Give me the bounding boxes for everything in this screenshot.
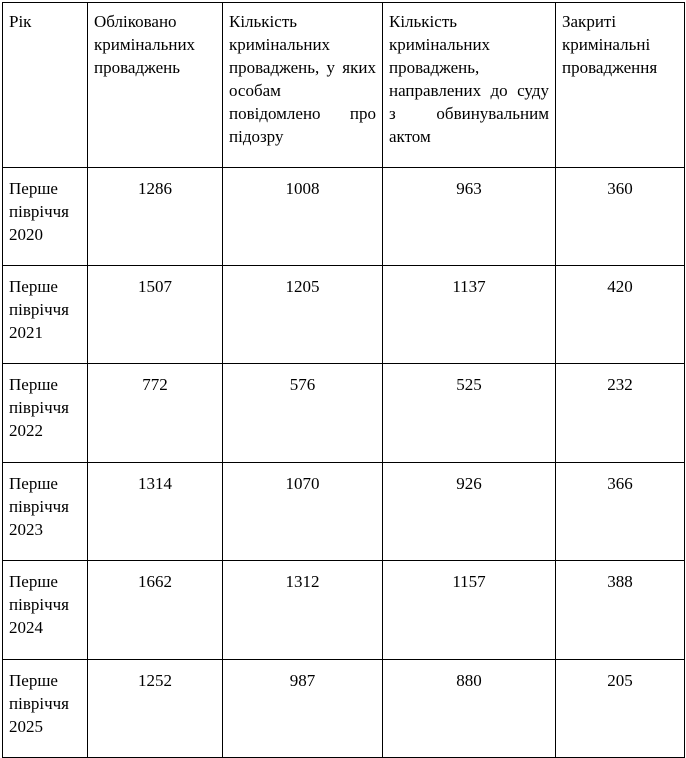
header-year: Рік (3, 3, 88, 168)
table-row (3, 266, 685, 364)
cell-closed: 205 (556, 660, 685, 758)
header-suspicion: Кількість кримінальних проваджень, у яких особам повідомлено про підозру (223, 3, 383, 168)
cell-closed: 232 (556, 364, 685, 463)
cell-suspicion: 1008 (223, 168, 383, 266)
cell-closed: 420 (556, 266, 685, 364)
cell-to-court: 880 (383, 660, 556, 758)
table-row (3, 364, 685, 463)
cell-suspicion: 1070 (223, 463, 383, 561)
table-body (3, 168, 685, 758)
table-header (3, 3, 685, 168)
cell-year: Перше півріччя 2025 (3, 660, 88, 758)
cell-registered: 772 (88, 364, 223, 463)
cell-closed: 388 (556, 561, 685, 660)
cell-year: Перше півріччя 2024 (3, 561, 88, 660)
cell-year: Перше півріччя 2022 (3, 364, 88, 463)
cell-year: Перше півріччя 2020 (3, 168, 88, 266)
header-to-court: Кількість кримінальних проваджень, направлених до суду з обвинувальним актом (383, 3, 556, 168)
statistics-table (2, 2, 685, 758)
cell-to-court: 1157 (383, 561, 556, 660)
cell-suspicion: 576 (223, 364, 383, 463)
cell-to-court: 963 (383, 168, 556, 266)
cell-registered: 1507 (88, 266, 223, 364)
cell-registered: 1252 (88, 660, 223, 758)
cell-to-court: 1137 (383, 266, 556, 364)
cell-registered: 1662 (88, 561, 223, 660)
cell-closed: 360 (556, 168, 685, 266)
cell-suspicion: 1205 (223, 266, 383, 364)
cell-year: Перше півріччя 2021 (3, 266, 88, 364)
table-row (3, 168, 685, 266)
header-closed: Закриті кримінальні провадження (556, 3, 685, 168)
cell-closed: 366 (556, 463, 685, 561)
table-row (3, 660, 685, 758)
table-row (3, 561, 685, 660)
cell-suspicion: 987 (223, 660, 383, 758)
header-row (3, 3, 685, 168)
cell-registered: 1314 (88, 463, 223, 561)
cell-year: Перше півріччя 2023 (3, 463, 88, 561)
cell-to-court: 926 (383, 463, 556, 561)
cell-to-court: 525 (383, 364, 556, 463)
cell-registered: 1286 (88, 168, 223, 266)
header-registered: Обліковано кримінальних проваджень (88, 3, 223, 168)
table-row (3, 463, 685, 561)
cell-suspicion: 1312 (223, 561, 383, 660)
